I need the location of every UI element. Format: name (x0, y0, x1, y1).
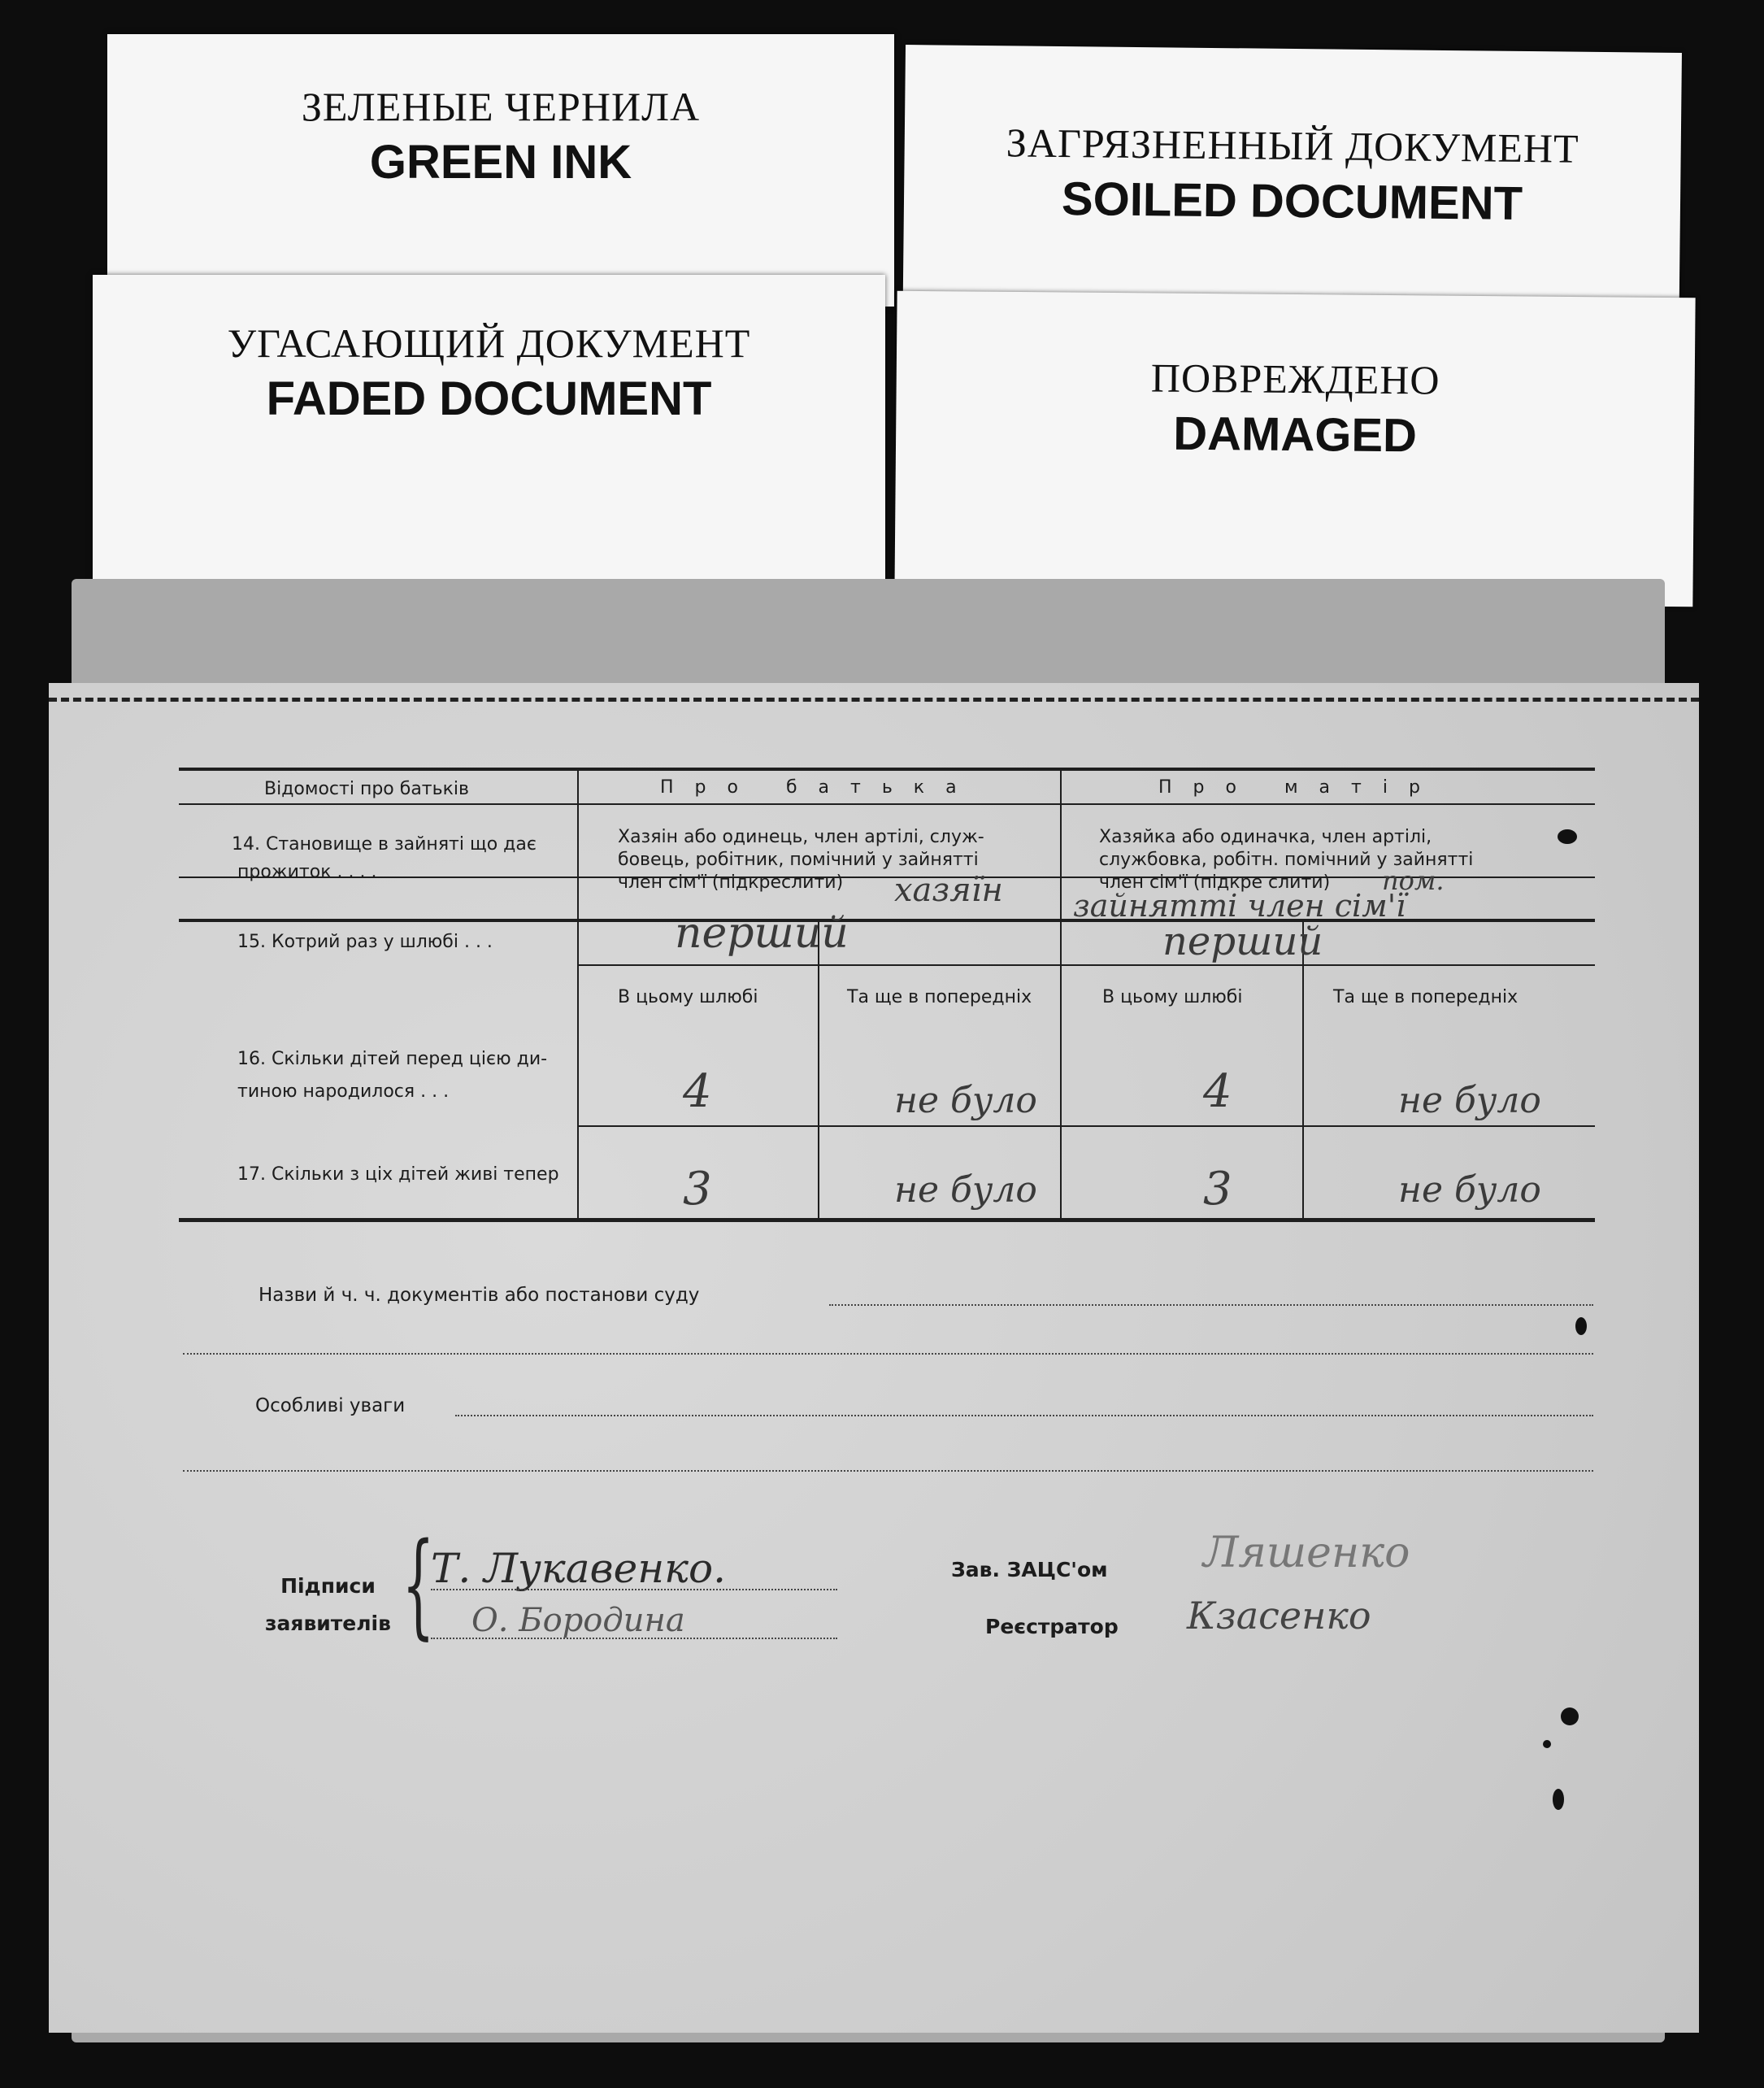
table-bottom-rule (179, 1218, 1595, 1222)
notes-label: Особливі уваги (255, 1395, 406, 1416)
row16-mother-prev: не було (1398, 1080, 1541, 1121)
subheader-mother-this: В цьому шлюбі (1102, 987, 1243, 1007)
header-mother: Про матір (1158, 777, 1441, 798)
row14-father-options: Хазяін або одинець, член артілі, служ- бовець, робітник, помічний у зайнятті член сім'ї (підкреслити) (618, 827, 984, 893)
row14-mother-handwritten-1: пом. (1382, 865, 1445, 896)
documents-dotted-line-1 (829, 1304, 1593, 1306)
notes-dotted-line-1 (455, 1415, 1593, 1416)
header-father: Про батька (660, 777, 978, 798)
registry-form-sheet (49, 683, 1699, 2033)
signature-brace: { (402, 1519, 435, 1651)
row17-father-this: 3 (683, 1163, 712, 1216)
documents-dotted-line-2 (183, 1353, 1593, 1355)
damage-spot (1561, 1707, 1579, 1725)
col-divider-father-prev (818, 922, 819, 1218)
perforation-line (49, 698, 1699, 702)
row16-label-line2: тиною народилося . . . (237, 1081, 450, 1102)
row14-label-line2: прожиток . . . . (237, 862, 377, 882)
applicant-signature-2: О. Бородина (471, 1602, 685, 1639)
documents-label: Назви й ч. ч. документів або постанови суду (259, 1285, 700, 1306)
table-top-rule (179, 768, 1595, 771)
header-parents-info: Відомості про батьків (264, 779, 469, 799)
card-label-en: SOILED DOCUMENT (1061, 172, 1523, 230)
row14-label-line1: 14. Становище в зайняті що дає (232, 834, 537, 855)
label-card-damaged (894, 291, 1695, 607)
head-zags-label: Зав. ЗАЦС'ом (951, 1558, 1108, 1581)
row15-mother-handwritten: перший (1162, 919, 1323, 964)
subheader-father-this: В цьому шлюбі (618, 987, 758, 1007)
row14-mother-options: Хазяйка або одиначка, член артілі, службовка, робітн. помічний у зайнятті член сім'ї (підкре слити) (1099, 827, 1474, 893)
damage-spot (1575, 1317, 1587, 1335)
row16-father-prev: не було (894, 1080, 1037, 1121)
label-card-green-ink (107, 34, 894, 307)
card-label-ru: ЗАГРЯЗНЕННЫЙ ДОКУМЕНТ (1006, 120, 1579, 172)
col-divider-father (577, 768, 579, 1218)
row17-mother-prev: не було (1398, 1169, 1541, 1211)
row16-mother-this: 4 (1203, 1065, 1232, 1118)
row15-father-handwritten: перший (675, 909, 849, 958)
row17-mother-this: 3 (1203, 1163, 1232, 1216)
registrar-signature: Кзасенко (1187, 1594, 1371, 1638)
head-zags-signature: Ляшенко (1203, 1529, 1410, 1577)
row16-label-line1: 16. Скільки дітей перед цією ди- (237, 1049, 548, 1069)
row16-rule (577, 1125, 1595, 1127)
card-label-en: GREEN INK (369, 136, 632, 189)
applicant-signature-1: Т. Лукавенко. (431, 1545, 727, 1592)
row15-label: 15. Котрий раз у шлюбі . . . (237, 932, 493, 952)
signature-line-1 (431, 1589, 837, 1590)
row16-father-this: 4 (683, 1065, 712, 1118)
registrar-label: Реєстратор (985, 1615, 1119, 1638)
card-label-ru: ПОВРЕЖДЕНО (1150, 355, 1440, 403)
damage-spot (1543, 1740, 1551, 1748)
label-card-faded-document (93, 275, 885, 592)
subheader-mother-prev: Та ще в попередніх (1333, 987, 1519, 1007)
damage-spot (1558, 829, 1577, 844)
row14-mother-handwritten-2: зайнятті член сім'ї (1073, 888, 1406, 924)
subheader-father-prev: Та ще в попередніх (847, 987, 1032, 1007)
row17-label: 17. Скільки з ціх дітей живі тепер (237, 1164, 559, 1185)
row17-father-prev: не було (894, 1169, 1037, 1211)
card-label-en: FADED DOCUMENT (266, 372, 712, 425)
card-label-en: DAMAGED (1173, 407, 1418, 463)
card-label-ru: ЗЕЛЕНЫЕ ЧЕРНИЛА (301, 84, 701, 129)
notes-dotted-line-2 (183, 1470, 1593, 1472)
row14-father-handwritten: хазяїн (894, 872, 1003, 909)
damage-spot (1553, 1789, 1564, 1810)
applicants-signatures-label: Підписи заявителів (265, 1574, 391, 1635)
subheader-rule (577, 964, 1595, 966)
card-label-ru: УГАСАЮЩИЙ ДОКУМЕНТ (227, 320, 751, 366)
col-divider-mother (1060, 768, 1062, 1218)
col-divider-mother-prev (1302, 922, 1304, 1218)
signature-line-2 (431, 1638, 837, 1639)
header-rule (179, 803, 1595, 805)
